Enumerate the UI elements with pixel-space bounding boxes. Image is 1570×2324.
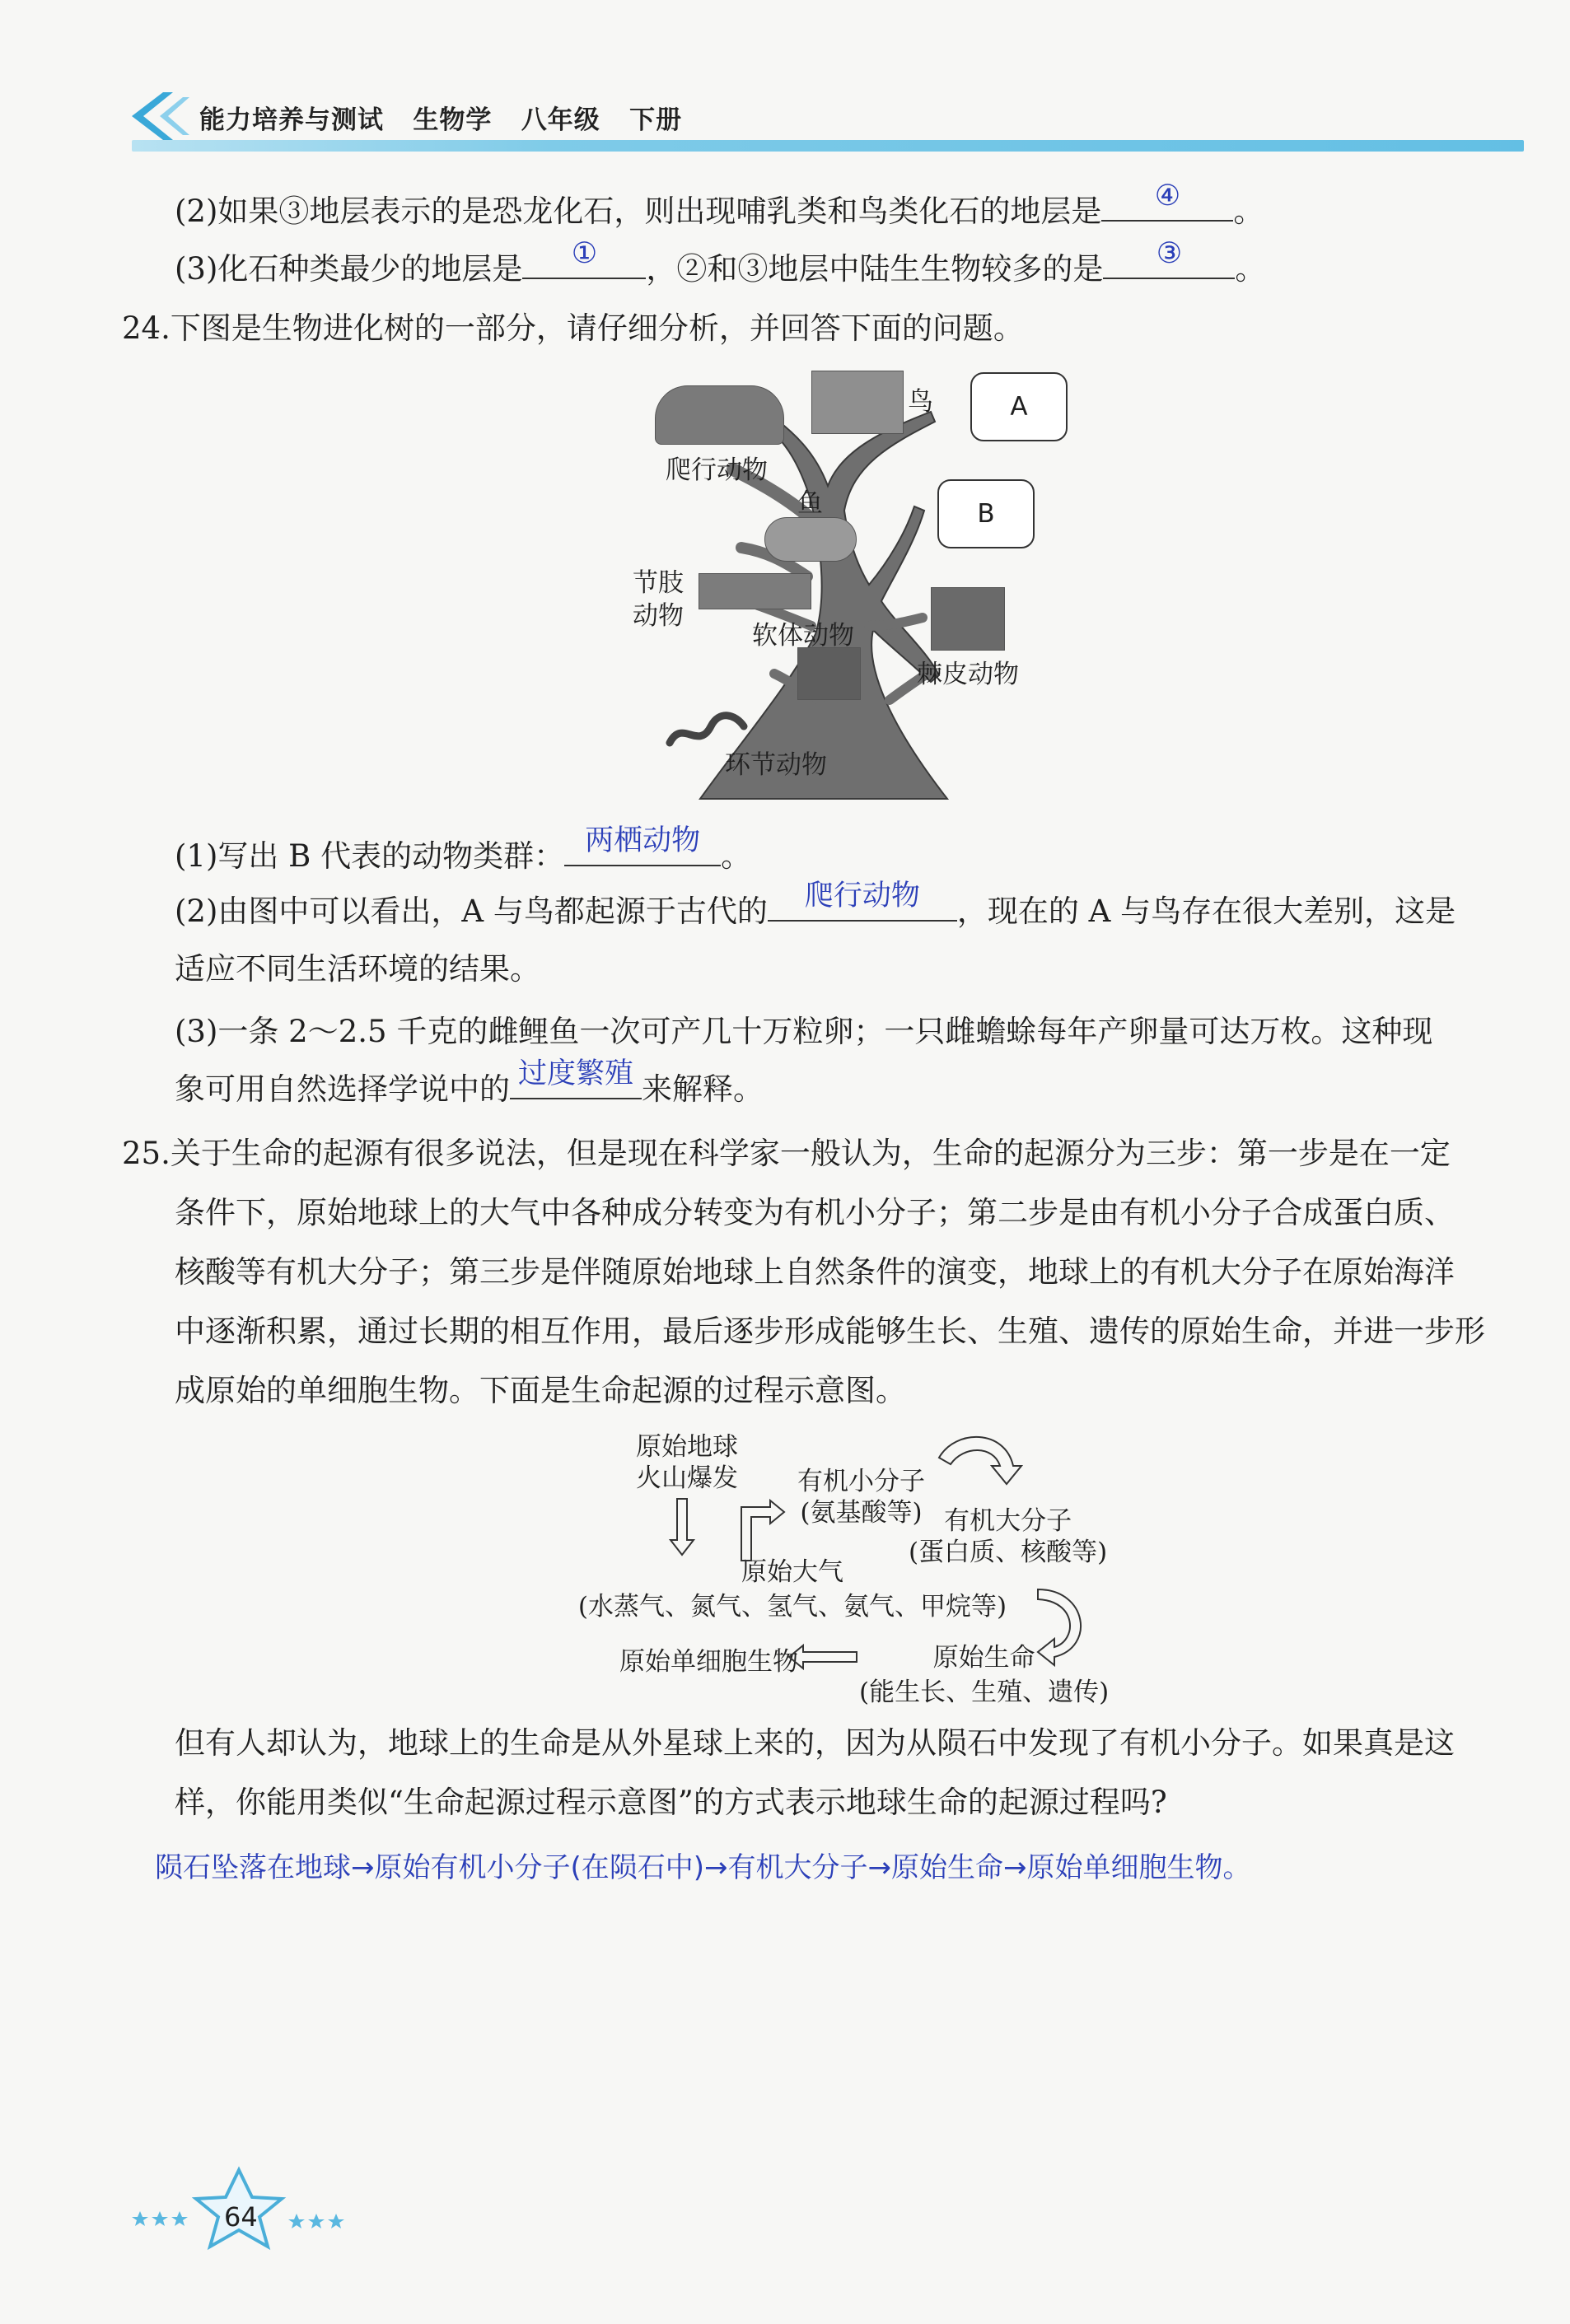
starfish-image [931,587,1005,651]
flow-small-molecules: 有机小分子 (氨基酸等) [797,1467,925,1528]
tortoise-image [655,385,784,445]
header-band [132,140,1524,152]
page-number: 64 [224,2201,258,2233]
q25-line-3: 核酸等有机大分子；第三步是伴随原始地球上自然条件的演变，地球上的有机大分子在原始海洋 [175,1254,1455,1290]
q25-line-4: 中逐渐积累，通过长期的相互作用，最后逐步形成能够生长、生殖、遗传的原始生命，并进一步形 [175,1314,1485,1349]
q24-stem: 24.下图是生物进化树的一部分，请仔细分析，并回答下面的问题。 [122,310,1024,346]
bird-image [811,371,904,434]
q24-part3-line2: 象可用自然选择学说中的 过度繁殖 来解释。 [175,1061,764,1118]
q24-part3-line1: (3)一条 2～2.5 千克的雌鲤鱼一次可产几十万粒卵；一只雌蟾蜍每年产卵量可达万枚。这种现 [175,1014,1433,1049]
answer-text: ④ [1154,180,1181,212]
answer-text: 爬行动物 [804,880,920,912]
tree-label-mollusk: 软体动物 [752,621,854,651]
q23-part2: (2)如果③地层表示的是恐龙化石，则出现哺乳类和鸟类化石的地层是 ④ 。 [175,183,1264,240]
tree-box-a: A [970,372,1068,441]
answer-text: ① [571,237,598,270]
answer-text: 过度繁殖 [517,1057,633,1090]
grasshopper-image [699,573,811,609]
q23-part3: (3)化石种类最少的地层是 ① ，②和③地层中陆生生物较多的是 ③ 。 [175,240,1265,298]
q25-answer: 陨石坠落在地球→原始有机小分子(在陨石中)→有机大分子→原始生命→原始单细胞生物。 [155,1851,1251,1884]
tree-label-fish: 鱼 [797,488,823,518]
q24-part2-line2: 适应不同生活环境的结果。 [175,951,540,987]
tree-box-b: B [937,479,1035,548]
answer-text: ③ [1156,237,1183,270]
tree-label-bird: 鸟 [908,387,933,417]
tree-label-arthropod: 节肢 动物 [633,568,684,631]
header-arrow-icon [124,89,198,143]
flow-arrows [626,1425,1120,1688]
flow-earth: 原始地球 火山爆发 [636,1432,738,1493]
flow-big-molecules: 有机大分子 (蛋白质、核酸等) [909,1506,1108,1567]
tree-label-annelid: 环节动物 [725,750,827,780]
q25-after-line-2: 样，你能用类似“生命起源过程示意图”的方式表示地球生命的起源过程吗? [175,1785,1167,1820]
flow-atmosphere: 原始大气 (水蒸气、氮气、氢气、氨气、甲烷等) [577,1557,1007,1622]
q25-line-5: 成原始的单细胞生物。下面是生命起源的过程示意图。 [175,1373,906,1408]
q24-part2: (2)由图中可以看出，A 与鸟都起源于古代的 爬行动物 ，现在的 A 与鸟存在很大差别，这是 [175,883,1456,940]
flow-unicell: 原始单细胞生物 [619,1647,798,1677]
q24-part1: (1)写出 B 代表的动物类群： 两栖动物 。 [175,828,751,885]
fish-image [764,517,857,562]
tree-label-echinoderm: 棘皮动物 [917,660,1019,689]
header-title: 能力培养与测试 生物学 八年级 下册 [199,105,683,135]
q25-line-1: 25.关于生命的起源有很多说法，但是现在科学家一般认为，生命的起源分为三步：第一步是在一定 [122,1136,1451,1171]
q25-line-2: 条件下，原始地球上的大气中各种成分转变为有机小分子；第二步是由有机小分子合成蛋白质、 [175,1195,1455,1230]
mollusk-image [797,647,861,700]
tree-label-reptile: 爬行动物 [666,455,768,485]
answer-text: 两栖动物 [585,824,701,857]
flow-life: 原始生命 (能生长、生殖、遗传) [859,1643,1110,1707]
q25-after-line-1: 但有人却认为，地球上的生命是从外星球上来的，因为从陨石中发现了有机小分子。如果真是这 [175,1725,1455,1761]
